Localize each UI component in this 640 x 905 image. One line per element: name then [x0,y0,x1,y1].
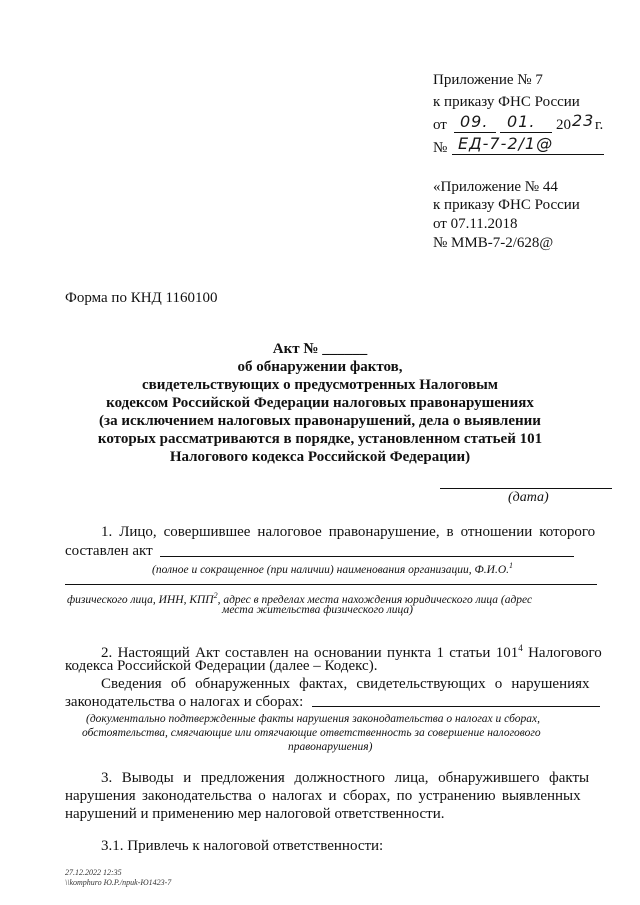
section2-line1: 2. Настоящий Акт составлен на основании пункта 1 статьи $101^4$ Налогового [101,643,602,661]
order-date-prefix: от [433,117,447,133]
section1-line2: составлен акт [65,543,153,559]
section1-field-line2 [65,584,597,585]
date-month-handwritten: 01. [507,112,536,131]
section1-caption1: (полное и сокращенное (при наличии) наименования организации, Ф.И.О.$^1$ [152,561,513,576]
date-day-underline [454,132,496,133]
section2-caption2: обстоятельства, смягчающие или отягчающие ответственность за совершение налогового [82,727,541,739]
act-title-line5: (за исключением налоговых правонарушений, дела о выявлении [99,413,541,429]
section2-line2: кодекса Российской Федерации (далее – Кодекс). [65,658,378,674]
section1-caption2: физического лица, ИНН, КПП$^2$, адрес в пределах места нахождения юридического лица (адрес [67,591,533,606]
section3-line1: 3. Выводы и предложения должностного лица, обнаружившего факты [101,770,590,786]
appendix-number: Приложение № 7 [433,72,543,88]
section3-line2: нарушения законодательства о налогах и сборах, по устранению выявленных [65,788,581,804]
section2-caption3: правонарушения) [288,741,373,753]
act-title-line3: свидетельствующих о предусмотренных Налоговым [141,377,499,393]
date-month-underline [500,132,552,133]
act-title-line4: кодексом Российской Федерации налоговых правонарушениях [106,395,534,411]
section31-line1: 3.1. Привлечь к налоговой ответственности: [101,838,384,854]
section2-caption1: (документально подтвержденные факты нарушения законодательства о налогах и сборах, [86,713,540,725]
order-number-underline [452,154,604,155]
prev-appendix-line3: от 07.11.2018 [433,216,518,232]
prev-appendix-line1: «Приложение № 44 [433,179,558,195]
act-title-line1: Акт № ______ [272,341,368,357]
act-title [80,340,560,466]
act-title-line6: которых рассматриваются в порядке, установленном статьей 101 [97,431,543,447]
section3-line3: нарушений и применению мер налоговой ответственности. [65,806,445,822]
section1-caption3: места жительства физического лица) [222,604,413,616]
order-reference: к приказу ФНС России [433,94,580,110]
date-year-handwritten: 23 [572,111,595,130]
date-day-handwritten: 09. [460,112,489,131]
prev-appendix-line2: к приказу ФНС России [433,197,580,213]
prev-appendix-line4: № ММВ-7-2/628@ [433,235,554,251]
form-code: Форма по КНД 1160100 [65,290,218,306]
date-caption: (дата) [508,490,549,505]
footer-file-path: \\komphuro Ю.Р./приk-Ю1423-7 [65,878,172,887]
footer-timestamp: 27.12.2022 12:35 [65,868,122,877]
section2-line4: законодательства о налогах и сборах: [65,694,304,710]
date-year-suffix: г. [595,117,604,133]
section2-line3: Сведения об обнаруженных фактах, свидетельствующих о нарушениях [101,676,590,692]
order-number-prefix: № [433,140,448,156]
section1-field-line1 [160,556,574,557]
section2-field-line [312,706,600,707]
date-year-prefix: 20 [556,117,571,133]
order-number-handwritten: ЕД-7-2/1@ [458,134,554,153]
act-title-line7: Налогового кодекса Российской Федерации) [169,449,471,465]
act-title-line2: об обнаружении фактов, [237,359,403,375]
section1-line1: 1. Лицо, совершившее налоговое правонарушение, в отношении которого [101,524,596,540]
